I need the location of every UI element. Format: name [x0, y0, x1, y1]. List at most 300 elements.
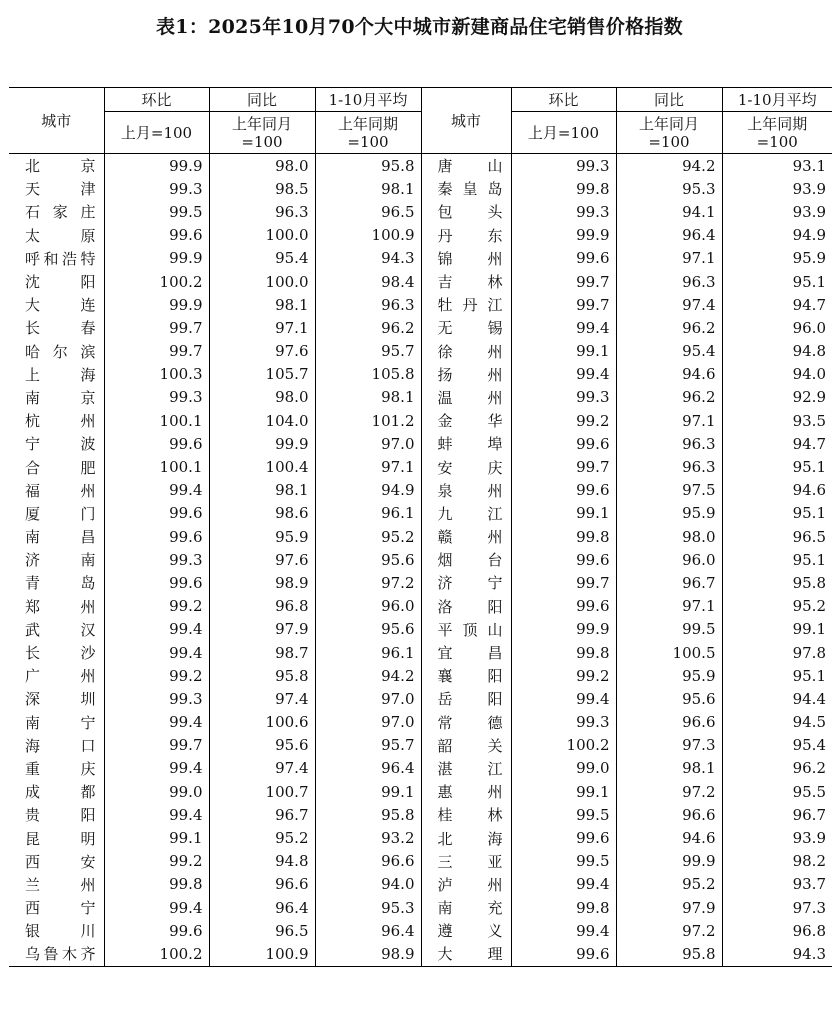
yoy-value-left: 96.6 — [209, 873, 315, 896]
mom-value-right: 99.8 — [511, 896, 616, 919]
mom-value-right: 99.8 — [511, 641, 616, 664]
city-name-left: 上海 — [25, 365, 96, 384]
avg-value-right: 96.8 — [722, 919, 832, 942]
mom-value-right: 99.3 — [511, 711, 616, 734]
yoy-value-left: 97.6 — [209, 548, 315, 571]
yoy-value-left: 100.0 — [209, 224, 315, 247]
avg-value-left: 96.5 — [315, 200, 421, 223]
avg-value-right: 95.1 — [722, 664, 832, 687]
avg-value-left: 98.1 — [315, 177, 421, 200]
mom-value-right: 99.6 — [511, 432, 616, 455]
city-name-left: 宁波 — [25, 435, 96, 454]
yoy-value-right: 96.3 — [616, 432, 722, 455]
avg-value-right: 95.5 — [722, 780, 832, 803]
yoy-value-right: 97.1 — [616, 595, 722, 618]
mom-value-left: 99.9 — [104, 247, 209, 270]
city-name-right: 三亚 — [421, 850, 511, 873]
avg-value-right: 92.9 — [722, 386, 832, 409]
city-name-left: 深圳 — [25, 690, 96, 709]
table-row — [9, 432, 832, 455]
city-name-left: 哈尔滨 — [25, 342, 96, 361]
yoy-value-left: 98.6 — [209, 502, 315, 525]
city-name-left: 青岛 — [25, 574, 96, 593]
mom-value-right: 99.3 — [511, 386, 616, 409]
city-name-right: 惠州 — [421, 780, 511, 803]
header-mom-right: 环比 — [511, 88, 616, 112]
avg-value-right: 94.5 — [722, 711, 832, 734]
avg-value-right: 96.7 — [722, 803, 832, 826]
city-name-left: 长春 — [25, 319, 96, 338]
city-name-right: 锦州 — [421, 247, 511, 270]
mom-value-left: 99.6 — [104, 919, 209, 942]
avg-value-left: 99.1 — [315, 780, 421, 803]
table-row — [9, 247, 832, 270]
mom-value-left: 99.3 — [104, 177, 209, 200]
city-name-right: 南充 — [421, 896, 511, 919]
avg-value-right: 93.1 — [722, 154, 832, 178]
city-name-right: 烟台 — [421, 548, 511, 571]
avg-value-right: 93.9 — [722, 177, 832, 200]
city-name-left: 成都 — [25, 783, 96, 802]
header-avg-base-left: 上年同期 =100 — [315, 112, 421, 154]
avg-value-left: 96.3 — [315, 293, 421, 316]
price-index-table — [9, 87, 832, 967]
table-row — [9, 780, 832, 803]
avg-value-right: 97.8 — [722, 641, 832, 664]
city-name-right: 湛江 — [421, 757, 511, 780]
mom-value-left: 99.6 — [104, 525, 209, 548]
table-row — [9, 479, 832, 502]
header-mom-left: 环比 — [104, 88, 209, 112]
mom-value-left: 99.6 — [104, 502, 209, 525]
avg-value-right: 96.0 — [722, 316, 832, 339]
mom-value-left: 100.1 — [104, 455, 209, 478]
mom-value-left: 99.4 — [104, 479, 209, 502]
yoy-value-right: 96.6 — [616, 711, 722, 734]
table-row — [9, 896, 832, 919]
yoy-value-left: 98.1 — [209, 293, 315, 316]
yoy-value-left: 100.6 — [209, 711, 315, 734]
avg-value-left: 95.2 — [315, 525, 421, 548]
header-city-right: 城市 — [421, 88, 511, 154]
avg-value-right: 95.2 — [722, 595, 832, 618]
avg-value-right: 93.7 — [722, 873, 832, 896]
mom-value-left: 99.2 — [104, 595, 209, 618]
city-name-left: 西宁 — [25, 899, 96, 918]
yoy-value-right: 97.1 — [616, 409, 722, 432]
city-name-right: 济宁 — [421, 571, 511, 594]
city-name-left: 济南 — [25, 551, 96, 570]
header-avg-right: 1-10月平均 — [722, 88, 832, 112]
mom-value-left: 100.1 — [104, 409, 209, 432]
avg-value-right: 94.7 — [722, 293, 832, 316]
city-name-left: 海口 — [25, 736, 96, 755]
avg-value-right: 96.2 — [722, 757, 832, 780]
yoy-value-right: 99.5 — [616, 618, 722, 641]
avg-value-left: 97.1 — [315, 455, 421, 478]
mom-value-right: 99.1 — [511, 780, 616, 803]
header-yoy-base-left: 上年同月 =100 — [209, 112, 315, 154]
avg-value-right: 94.7 — [722, 432, 832, 455]
city-name-left: 大连 — [25, 296, 96, 315]
yoy-value-left: 100.4 — [209, 455, 315, 478]
mom-value-right: 99.7 — [511, 571, 616, 594]
mom-value-right: 99.9 — [511, 224, 616, 247]
city-name-right: 丹东 — [421, 224, 511, 247]
yoy-value-right: 98.0 — [616, 525, 722, 548]
table-row — [9, 919, 832, 942]
yoy-value-left: 95.8 — [209, 664, 315, 687]
table-row — [9, 548, 832, 571]
mom-value-left: 99.7 — [104, 340, 209, 363]
yoy-value-right: 96.2 — [616, 386, 722, 409]
yoy-value-right: 97.1 — [616, 247, 722, 270]
mom-value-left: 99.4 — [104, 803, 209, 826]
city-name-left: 杭州 — [25, 412, 96, 431]
yoy-value-left: 97.4 — [209, 757, 315, 780]
avg-value-right: 94.4 — [722, 687, 832, 710]
yoy-value-right: 95.8 — [616, 942, 722, 966]
city-name-left: 郑州 — [25, 597, 96, 616]
avg-value-right: 94.3 — [722, 942, 832, 966]
mom-value-left: 100.2 — [104, 270, 209, 293]
avg-value-right: 93.5 — [722, 409, 832, 432]
avg-value-left: 100.9 — [315, 224, 421, 247]
mom-value-right: 99.7 — [511, 293, 616, 316]
avg-value-left: 97.0 — [315, 711, 421, 734]
avg-value-left: 96.2 — [315, 316, 421, 339]
city-name-left: 贵阳 — [25, 806, 96, 825]
avg-value-left: 95.6 — [315, 618, 421, 641]
mom-value-left: 99.7 — [104, 734, 209, 757]
avg-value-left: 97.0 — [315, 687, 421, 710]
mom-value-left: 99.9 — [104, 293, 209, 316]
city-name-right: 徐州 — [421, 340, 511, 363]
table-title: 表1：2025年10月70个大中城市新建商品住宅销售价格指数 — [156, 16, 683, 38]
table-row — [9, 873, 832, 896]
avg-value-left: 95.3 — [315, 896, 421, 919]
mom-value-left: 99.6 — [104, 571, 209, 594]
city-name-left: 太原 — [25, 226, 96, 245]
city-name-left: 昆明 — [25, 829, 96, 848]
avg-value-left: 96.4 — [315, 919, 421, 942]
mom-value-right: 99.6 — [511, 479, 616, 502]
mom-value-left: 99.4 — [104, 711, 209, 734]
yoy-value-right: 96.0 — [616, 548, 722, 571]
avg-value-right: 95.1 — [722, 548, 832, 571]
mom-value-left: 99.2 — [104, 664, 209, 687]
yoy-value-right: 94.6 — [616, 363, 722, 386]
yoy-value-left: 96.8 — [209, 595, 315, 618]
city-name-right: 岳阳 — [421, 687, 511, 710]
yoy-value-right: 95.2 — [616, 873, 722, 896]
city-name-right: 韶关 — [421, 734, 511, 757]
mom-value-right: 99.4 — [511, 687, 616, 710]
header-city-left: 城市 — [9, 88, 104, 154]
avg-value-right: 95.1 — [722, 455, 832, 478]
yoy-value-right: 100.5 — [616, 641, 722, 664]
table-row — [9, 942, 832, 966]
mom-value-right: 99.8 — [511, 525, 616, 548]
table-row — [9, 803, 832, 826]
table-row — [9, 293, 832, 316]
table-row — [9, 340, 832, 363]
avg-value-left: 98.4 — [315, 270, 421, 293]
yoy-value-right: 97.9 — [616, 896, 722, 919]
avg-value-left: 96.6 — [315, 850, 421, 873]
yoy-value-right: 99.9 — [616, 850, 722, 873]
yoy-value-right: 96.4 — [616, 224, 722, 247]
avg-value-left: 94.0 — [315, 873, 421, 896]
yoy-value-left: 100.0 — [209, 270, 315, 293]
avg-value-right: 95.4 — [722, 734, 832, 757]
avg-value-right: 94.6 — [722, 479, 832, 502]
yoy-value-right: 94.6 — [616, 826, 722, 849]
mom-value-right: 99.8 — [511, 177, 616, 200]
yoy-value-left: 104.0 — [209, 409, 315, 432]
avg-value-right: 94.0 — [722, 363, 832, 386]
yoy-value-left: 95.9 — [209, 525, 315, 548]
city-name-left: 银川 — [25, 922, 96, 941]
yoy-value-left: 94.8 — [209, 850, 315, 873]
table-row — [9, 525, 832, 548]
table-row — [9, 571, 832, 594]
avg-value-left: 94.9 — [315, 479, 421, 502]
city-name-left: 合肥 — [25, 458, 96, 477]
avg-value-left: 105.8 — [315, 363, 421, 386]
avg-value-left: 98.1 — [315, 386, 421, 409]
table-row — [9, 826, 832, 849]
city-name-right: 金华 — [421, 409, 511, 432]
table-row — [9, 386, 832, 409]
city-name-right: 无锡 — [421, 316, 511, 339]
header-yoy-right: 同比 — [616, 88, 722, 112]
mom-value-right: 99.9 — [511, 618, 616, 641]
city-name-left: 兰州 — [25, 875, 96, 894]
yoy-value-left: 98.0 — [209, 386, 315, 409]
yoy-value-left: 96.7 — [209, 803, 315, 826]
mom-value-right: 99.4 — [511, 316, 616, 339]
city-name-left: 石家庄 — [25, 203, 96, 222]
header-mom-base-left: 上月=100 — [104, 112, 209, 154]
mom-value-right: 99.4 — [511, 363, 616, 386]
table-row — [9, 455, 832, 478]
mom-value-right: 99.7 — [511, 455, 616, 478]
table-row — [9, 270, 832, 293]
avg-value-left: 95.7 — [315, 734, 421, 757]
yoy-value-left: 95.2 — [209, 826, 315, 849]
mom-value-left: 99.3 — [104, 386, 209, 409]
city-name-left: 广州 — [25, 667, 96, 686]
yoy-value-right: 96.2 — [616, 316, 722, 339]
yoy-value-right: 97.4 — [616, 293, 722, 316]
mom-value-left: 99.4 — [104, 618, 209, 641]
mom-value-left: 99.3 — [104, 548, 209, 571]
yoy-value-right: 97.2 — [616, 780, 722, 803]
avg-value-left: 96.4 — [315, 757, 421, 780]
avg-value-left: 97.0 — [315, 432, 421, 455]
yoy-value-left: 96.4 — [209, 896, 315, 919]
yoy-value-left: 97.9 — [209, 618, 315, 641]
avg-value-right: 95.1 — [722, 502, 832, 525]
mom-value-right: 99.3 — [511, 200, 616, 223]
mom-value-right: 99.5 — [511, 850, 616, 873]
city-name-left: 长沙 — [25, 644, 96, 663]
table-row — [9, 734, 832, 757]
city-name-right: 北海 — [421, 826, 511, 849]
avg-value-left: 96.1 — [315, 502, 421, 525]
mom-value-right: 99.3 — [511, 154, 616, 178]
city-name-right: 遵义 — [421, 919, 511, 942]
avg-value-left: 94.3 — [315, 247, 421, 270]
mom-value-right: 99.6 — [511, 548, 616, 571]
city-name-right: 桂林 — [421, 803, 511, 826]
city-name-right: 常德 — [421, 711, 511, 734]
mom-value-right: 99.2 — [511, 409, 616, 432]
table-body — [9, 154, 832, 967]
mom-value-left: 99.5 — [104, 200, 209, 223]
yoy-value-left: 95.4 — [209, 247, 315, 270]
mom-value-left: 99.2 — [104, 850, 209, 873]
city-name-right: 包头 — [421, 200, 511, 223]
avg-value-left: 96.1 — [315, 641, 421, 664]
avg-value-right: 93.9 — [722, 200, 832, 223]
city-name-right: 吉林 — [421, 270, 511, 293]
city-name-left: 沈阳 — [25, 273, 96, 292]
city-name-left: 西安 — [25, 852, 96, 871]
yoy-value-left: 96.5 — [209, 919, 315, 942]
mom-value-right: 99.4 — [511, 873, 616, 896]
mom-value-right: 100.2 — [511, 734, 616, 757]
mom-value-left: 99.1 — [104, 826, 209, 849]
city-name-right: 泸州 — [421, 873, 511, 896]
yoy-value-left: 98.0 — [209, 154, 315, 178]
city-name-right: 扬州 — [421, 363, 511, 386]
city-name-right: 温州 — [421, 386, 511, 409]
city-name-right: 九江 — [421, 502, 511, 525]
mom-value-right: 99.6 — [511, 595, 616, 618]
yoy-value-right: 96.3 — [616, 455, 722, 478]
avg-value-left: 96.0 — [315, 595, 421, 618]
mom-value-left: 99.4 — [104, 641, 209, 664]
avg-value-right: 95.9 — [722, 247, 832, 270]
yoy-value-left: 98.7 — [209, 641, 315, 664]
yoy-value-left: 98.5 — [209, 177, 315, 200]
city-name-left: 天津 — [25, 180, 96, 199]
mom-value-left: 99.6 — [104, 432, 209, 455]
avg-value-right: 93.9 — [722, 826, 832, 849]
yoy-value-left: 97.4 — [209, 687, 315, 710]
table-row — [9, 595, 832, 618]
table-row — [9, 154, 832, 178]
yoy-value-left: 96.3 — [209, 200, 315, 223]
table-row — [9, 687, 832, 710]
table-row — [9, 618, 832, 641]
mom-value-right: 99.6 — [511, 826, 616, 849]
city-name-right: 牡丹江 — [421, 293, 511, 316]
yoy-value-left: 97.1 — [209, 316, 315, 339]
yoy-value-right: 95.4 — [616, 340, 722, 363]
city-name-left: 乌鲁木齐 — [9, 942, 104, 966]
avg-value-left: 95.8 — [315, 154, 421, 178]
avg-value-right: 99.1 — [722, 618, 832, 641]
yoy-value-left: 100.7 — [209, 780, 315, 803]
table-row — [9, 757, 832, 780]
mom-value-left: 99.4 — [104, 757, 209, 780]
city-name-left: 福州 — [25, 481, 96, 500]
yoy-value-right: 95.9 — [616, 664, 722, 687]
mom-value-left: 99.6 — [104, 224, 209, 247]
mom-value-right: 99.1 — [511, 340, 616, 363]
avg-value-left: 98.9 — [315, 942, 421, 966]
table-row — [9, 711, 832, 734]
table-row — [9, 363, 832, 386]
avg-value-right: 96.5 — [722, 525, 832, 548]
mom-value-left: 100.3 — [104, 363, 209, 386]
avg-value-right: 98.2 — [722, 850, 832, 873]
mom-value-right: 99.0 — [511, 757, 616, 780]
table-row — [9, 641, 832, 664]
mom-value-right: 99.6 — [511, 942, 616, 966]
yoy-value-left: 105.7 — [209, 363, 315, 386]
city-name-left: 南京 — [25, 388, 96, 407]
yoy-value-right: 97.3 — [616, 734, 722, 757]
avg-value-left: 97.2 — [315, 571, 421, 594]
yoy-value-left: 97.6 — [209, 340, 315, 363]
city-name-right: 洛阳 — [421, 595, 511, 618]
header-avg-left: 1-10月平均 — [315, 88, 421, 112]
table-row — [9, 177, 832, 200]
table-row — [9, 316, 832, 339]
city-name-right: 平顶山 — [421, 618, 511, 641]
mom-value-right: 99.2 — [511, 664, 616, 687]
yoy-value-left: 98.1 — [209, 479, 315, 502]
city-name-right: 宜昌 — [421, 641, 511, 664]
yoy-value-left: 98.9 — [209, 571, 315, 594]
mom-value-left: 99.8 — [104, 873, 209, 896]
header-mom-base-right: 上月=100 — [511, 112, 616, 154]
city-name-left: 南昌 — [25, 528, 96, 547]
mom-value-left: 100.2 — [104, 942, 209, 966]
yoy-value-right: 97.2 — [616, 919, 722, 942]
table-row — [9, 200, 832, 223]
yoy-value-right: 95.9 — [616, 502, 722, 525]
mom-value-right: 99.6 — [511, 247, 616, 270]
table-row — [9, 502, 832, 525]
mom-value-left: 99.3 — [104, 687, 209, 710]
mom-value-left: 99.9 — [104, 154, 209, 178]
mom-value-left: 99.7 — [104, 316, 209, 339]
avg-value-right: 95.1 — [722, 270, 832, 293]
avg-value-left: 93.2 — [315, 826, 421, 849]
header-yoy-base-right: 上年同月 =100 — [616, 112, 722, 154]
city-name-left: 呼和浩特 — [25, 249, 96, 268]
avg-value-left: 101.2 — [315, 409, 421, 432]
yoy-value-right: 94.2 — [616, 154, 722, 178]
city-name-left: 重庆 — [25, 759, 96, 778]
yoy-value-right: 94.1 — [616, 200, 722, 223]
mom-value-left: 99.4 — [104, 896, 209, 919]
table-row — [9, 224, 832, 247]
city-name-left: 厦门 — [25, 504, 96, 523]
city-name-right: 襄阳 — [421, 664, 511, 687]
yoy-value-right: 95.6 — [616, 687, 722, 710]
header-yoy-left: 同比 — [209, 88, 315, 112]
city-name-right: 大理 — [421, 942, 511, 966]
avg-value-right: 97.3 — [722, 896, 832, 919]
city-name-left: 北京 — [25, 157, 96, 176]
header-avg-base-right: 上年同期 =100 — [722, 112, 832, 154]
